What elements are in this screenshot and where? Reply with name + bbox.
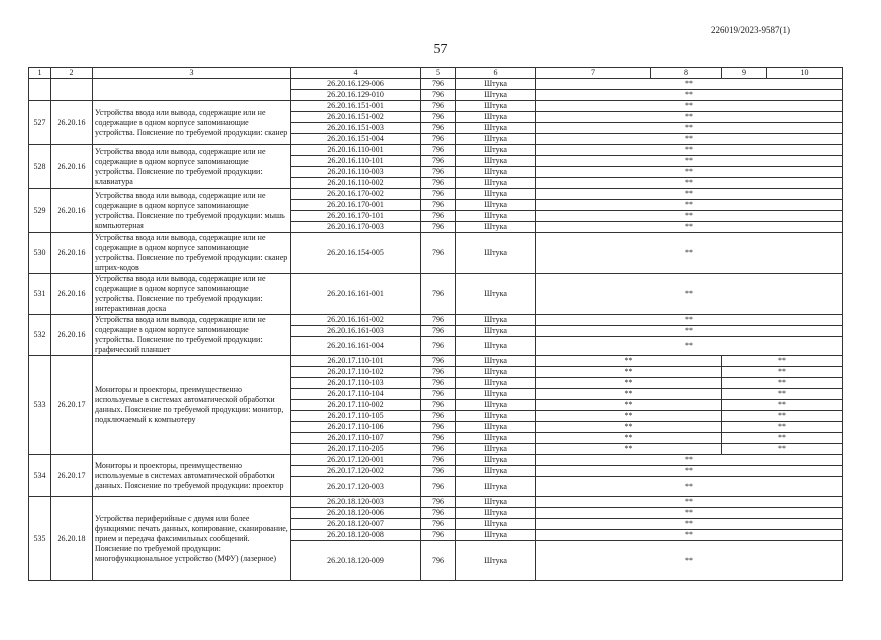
ktru-code: 26.20.16.170-002 [291,189,421,200]
okei-code: 796 [421,178,456,189]
unit-name: Штука [456,400,536,411]
ktru-code: 26.20.16.161-004 [291,337,421,356]
okpd-code: 26.20.17 [51,356,93,455]
okei-code: 796 [421,389,456,400]
requirement-mark: ** [536,123,843,134]
okei-code: 796 [421,422,456,433]
row-number: 533 [29,356,51,455]
row-number: 527 [29,101,51,145]
okpd-code [51,79,93,101]
okei-code: 796 [421,508,456,519]
okei-code: 796 [421,400,456,411]
unit-name: Штука [456,367,536,378]
ktru-code: 26.20.17.110-106 [291,422,421,433]
unit-name: Штука [456,178,536,189]
ktru-code: 26.20.16.110-101 [291,156,421,167]
requirement-mark: ** [536,222,843,233]
ktru-code: 26.20.16.161-002 [291,315,421,326]
table-row [29,145,843,156]
okei-code: 796 [421,315,456,326]
table-row [29,274,843,315]
ktru-code: 26.20.16.161-001 [291,274,421,315]
unit-name: Штука [456,455,536,466]
ktru-code: 26.20.16.110-002 [291,178,421,189]
document-number: 226019/2023-9587(1) [711,25,790,35]
okei-code: 796 [421,156,456,167]
ktru-code: 26.20.16.170-001 [291,200,421,211]
okei-code: 796 [421,530,456,541]
product-description: Устройства ввода или вывода, содержащие или не содержащие в одном корпусе запоминающие устройства. Пояснение по требуемой продукции: интерактивная доска [93,274,291,315]
unit-name: Штука [456,466,536,477]
okpd-code: 26.20.16 [51,145,93,189]
ktru-code: 26.20.17.110-205 [291,444,421,455]
unit-name: Штука [456,189,536,200]
requirement-mark: ** [536,519,843,530]
requirement-mark: ** [536,378,722,389]
column-header: 8 [651,68,722,79]
ktru-code: 26.20.17.110-105 [291,411,421,422]
unit-name: Штука [456,337,536,356]
requirement-mark: ** [536,422,722,433]
okei-code: 796 [421,433,456,444]
okei-code: 796 [421,519,456,530]
requirement-mark: ** [536,189,843,200]
ktru-code: 26.20.17.120-002 [291,466,421,477]
product-description: Устройства ввода или вывода, содержащие или не содержащие в одном корпусе запоминающие устройства. Пояснение по требуемой продукции: графический планшет [93,315,291,356]
okei-code: 796 [421,477,456,497]
unit-name: Штука [456,378,536,389]
requirement-mark: ** [536,326,843,337]
unit-name: Штука [456,156,536,167]
requirement-mark: ** [536,455,843,466]
ktru-code: 26.20.16.110-001 [291,145,421,156]
okei-code: 796 [421,145,456,156]
requirement-mark: ** [536,530,843,541]
table-row [29,356,843,367]
okei-code: 796 [421,337,456,356]
table-row [29,101,843,112]
product-description [93,79,291,101]
ktru-code: 26.20.16.129-006 [291,79,421,90]
requirement-mark: ** [536,508,843,519]
product-description: Устройства ввода или вывода, содержащие или не содержащие в одном корпусе запоминающие устройства. Пояснение по требуемой продукции: сканер [93,101,291,145]
ktru-code: 26.20.18.120-008 [291,530,421,541]
okpd-code: 26.20.16 [51,189,93,233]
requirement-mark: ** [722,378,843,389]
product-description: Устройства ввода или вывода, содержащие или не содержащие в одном корпусе запоминающие устройства. Пояснение по требуемой продукции: сканер штрих-кодов [93,233,291,274]
ktru-code: 26.20.17.110-101 [291,356,421,367]
okei-code: 796 [421,134,456,145]
requirement-mark: ** [536,233,843,274]
row-number [29,79,51,101]
okpd-code: 26.20.16 [51,274,93,315]
requirement-mark: ** [722,389,843,400]
requirement-mark: ** [536,497,843,508]
okei-code: 796 [421,200,456,211]
okei-code: 796 [421,211,456,222]
requirement-mark: ** [722,444,843,455]
okei-code: 796 [421,497,456,508]
requirement-mark: ** [536,274,843,315]
unit-name: Штука [456,433,536,444]
unit-name: Штука [456,541,536,581]
column-header: 7 [536,68,651,79]
ktru-code: 26.20.16.170-101 [291,211,421,222]
requirement-mark: ** [536,112,843,123]
unit-name: Штука [456,101,536,112]
okei-code: 796 [421,444,456,455]
okpd-code: 26.20.16 [51,233,93,274]
requirement-mark: ** [722,422,843,433]
ktru-code: 26.20.17.120-003 [291,477,421,497]
okei-code: 796 [421,79,456,90]
row-number: 528 [29,145,51,189]
row-number: 534 [29,455,51,497]
unit-name: Штука [456,274,536,315]
okei-code: 796 [421,222,456,233]
requirement-mark: ** [536,400,722,411]
okei-code: 796 [421,466,456,477]
column-header: 3 [93,68,291,79]
okei-code: 796 [421,101,456,112]
unit-name: Штука [456,145,536,156]
unit-name: Штука [456,530,536,541]
requirement-mark: ** [536,79,843,90]
row-number: 532 [29,315,51,356]
unit-name: Штука [456,79,536,90]
ktru-code: 26.20.18.120-003 [291,497,421,508]
okei-code: 796 [421,455,456,466]
ktru-code: 26.20.18.120-007 [291,519,421,530]
ktru-code: 26.20.17.120-001 [291,455,421,466]
unit-name: Штука [456,222,536,233]
requirement-mark: ** [536,433,722,444]
okpd-code: 26.20.17 [51,455,93,497]
requirement-mark: ** [536,337,843,356]
okei-code: 796 [421,541,456,581]
unit-name: Штука [456,123,536,134]
requirement-mark: ** [536,356,722,367]
unit-name: Штука [456,315,536,326]
requirement-mark: ** [536,156,843,167]
requirement-mark: ** [536,101,843,112]
page-number: 57 [433,42,448,57]
okpd-code: 26.20.16 [51,101,93,145]
requirement-mark: ** [536,444,722,455]
unit-name: Штука [456,411,536,422]
unit-name: Штука [456,477,536,497]
ktru-code: 26.20.17.110-104 [291,389,421,400]
column-header: 6 [456,68,536,79]
row-number: 529 [29,189,51,233]
requirement-mark: ** [536,411,722,422]
ktru-code: 26.20.18.120-009 [291,541,421,581]
product-description: Мониторы и проекторы, преимущественно используемые в системах автоматической обработки данных. Пояснение по требуемой продукции: проектор [93,455,291,497]
ktru-code: 26.20.16.151-004 [291,134,421,145]
table-row [29,79,843,90]
ktru-code: 26.20.16.161-003 [291,326,421,337]
okpd-code: 26.20.18 [51,497,93,581]
requirement-mark: ** [536,211,843,222]
unit-name: Штука [456,167,536,178]
requirement-mark: ** [536,477,843,497]
unit-name: Штука [456,200,536,211]
requirement-mark: ** [536,541,843,581]
okei-code: 796 [421,233,456,274]
product-description: Устройства периферийные с двумя или более функциями: печать данных, копирование, сканирование, прием и передача факсимильных сообщений. Пояснение по требуемой продукции: многофункциональное устройство (МФУ) (лазерное) [93,497,291,581]
ktru-code: 26.20.17.110-103 [291,378,421,389]
unit-name: Штука [456,356,536,367]
requirement-mark: ** [536,145,843,156]
okei-code: 796 [421,123,456,134]
unit-name: Штука [456,422,536,433]
column-header: 4 [291,68,421,79]
product-description: Мониторы и проекторы, преимущественно используемые в системах автоматической обработки данных. Пояснение по требуемой продукции: монитор, подключаемый к компьютеру [93,356,291,455]
requirement-mark: ** [536,200,843,211]
requirement-mark: ** [536,167,843,178]
ktru-code: 26.20.16.110-003 [291,167,421,178]
table-row [29,233,843,274]
requirement-mark: ** [722,400,843,411]
unit-name: Штука [456,112,536,123]
table-row [29,315,843,326]
row-number: 535 [29,497,51,581]
requirement-mark: ** [536,389,722,400]
column-header: 10 [767,68,843,79]
column-header: 5 [421,68,456,79]
requirement-mark: ** [722,356,843,367]
requirement-mark: ** [722,411,843,422]
product-description: Устройства ввода или вывода, содержащие или не содержащие в одном корпусе запоминающие устройства. Пояснение по требуемой продукции: мышь компьютерная [93,189,291,233]
unit-name: Штука [456,497,536,508]
unit-name: Штука [456,444,536,455]
unit-name: Штука [456,508,536,519]
okei-code: 796 [421,378,456,389]
unit-name: Штука [456,134,536,145]
okei-code: 796 [421,356,456,367]
table-row [29,455,843,466]
okpd-code: 26.20.16 [51,315,93,356]
requirement-mark: ** [722,367,843,378]
ktru-code: 26.20.18.120-006 [291,508,421,519]
column-header: 2 [51,68,93,79]
product-table [28,67,843,581]
ktru-code: 26.20.16.154-005 [291,233,421,274]
ktru-code: 26.20.16.151-002 [291,112,421,123]
okei-code: 796 [421,189,456,200]
ktru-code: 26.20.16.151-003 [291,123,421,134]
ktru-code: 26.20.17.110-102 [291,367,421,378]
column-header: 9 [722,68,767,79]
requirement-mark: ** [722,433,843,444]
requirement-mark: ** [536,367,722,378]
unit-name: Штука [456,519,536,530]
table-row [29,497,843,508]
unit-name: Штука [456,233,536,274]
requirement-mark: ** [536,178,843,189]
unit-name: Штука [456,211,536,222]
okei-code: 796 [421,167,456,178]
row-number: 531 [29,274,51,315]
ktru-code: 26.20.16.129-010 [291,90,421,101]
unit-name: Штука [456,326,536,337]
okei-code: 796 [421,411,456,422]
requirement-mark: ** [536,134,843,145]
table-body [29,79,843,581]
unit-name: Штука [456,90,536,101]
okei-code: 796 [421,274,456,315]
requirement-mark: ** [536,466,843,477]
table-row [29,189,843,200]
product-description: Устройства ввода или вывода, содержащие или не содержащие в одном корпусе запоминающие устройства. Пояснение по требуемой продукции: клавиатура [93,145,291,189]
unit-name: Штука [456,389,536,400]
column-header-row [29,68,843,79]
okei-code: 796 [421,326,456,337]
ktru-code: 26.20.16.151-001 [291,101,421,112]
requirement-mark: ** [536,315,843,326]
ktru-code: 26.20.17.110-107 [291,433,421,444]
column-header: 1 [29,68,51,79]
okei-code: 796 [421,367,456,378]
ktru-code: 26.20.17.110-002 [291,400,421,411]
row-number: 530 [29,233,51,274]
okei-code: 796 [421,112,456,123]
ktru-code: 26.20.16.170-003 [291,222,421,233]
okei-code: 796 [421,90,456,101]
requirement-mark: ** [536,90,843,101]
